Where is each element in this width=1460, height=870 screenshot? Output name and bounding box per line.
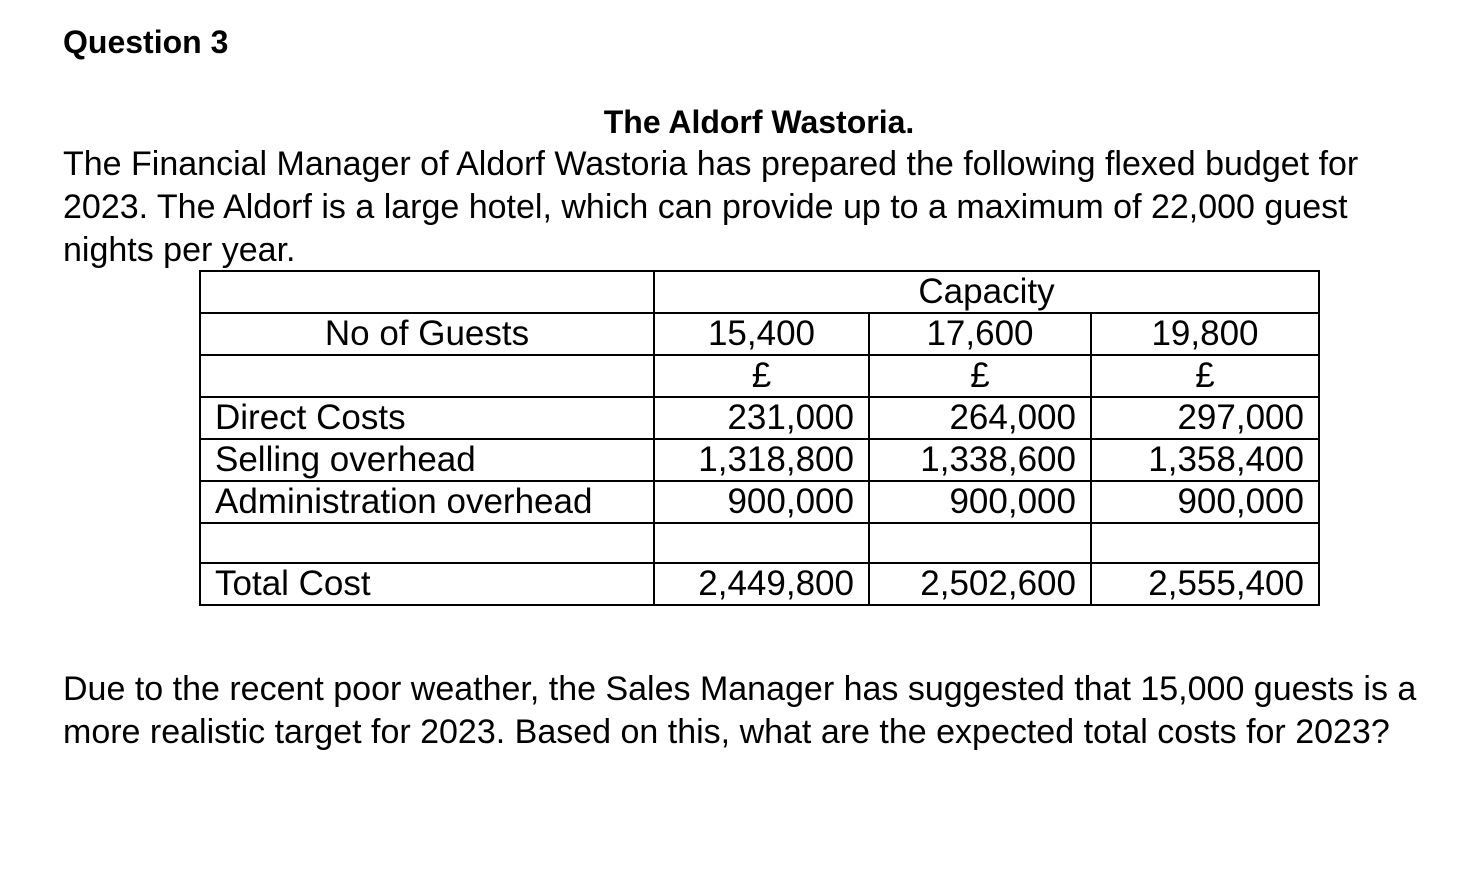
value-cell: 1,338,600 <box>869 439 1091 481</box>
guest-levels-row <box>200 313 1319 355</box>
currency-cell: £ <box>1091 355 1319 397</box>
currency-row <box>200 355 1319 397</box>
value-cell: 1,358,400 <box>1091 439 1319 481</box>
row-label: Direct Costs <box>200 397 654 439</box>
empty-cell <box>200 355 654 397</box>
value-cell: 1,318,800 <box>654 439 869 481</box>
closing-question: Due to the recent poor weather, the Sales Manager has suggested that 15,000 guests is a more realistic target for 2023. Based on this, what are the expected total costs for 2023? <box>63 670 1417 751</box>
total-value: 2,502,600 <box>869 563 1091 605</box>
guest-level-cell: 19,800 <box>1091 313 1319 355</box>
total-row <box>200 563 1319 605</box>
row-label: Selling overhead <box>200 439 654 481</box>
empty-cell <box>654 523 869 563</box>
row-label: Administration overhead <box>200 481 654 523</box>
value-cell: 231,000 <box>654 397 869 439</box>
total-value: 2,555,400 <box>1091 563 1319 605</box>
guests-label: No of Guests <box>200 313 654 355</box>
currency-cell: £ <box>869 355 1091 397</box>
guest-level-cell: 17,600 <box>869 313 1091 355</box>
question-heading: Question 3 <box>63 24 229 60</box>
guest-level-cell: 15,400 <box>654 313 869 355</box>
table-row <box>200 397 1319 439</box>
empty-cell <box>200 523 654 563</box>
case-title: The Aldorf Wastoria. <box>603 104 915 140</box>
total-value: 2,449,800 <box>654 563 869 605</box>
table-row <box>200 439 1319 481</box>
empty-cell <box>1091 523 1319 563</box>
table-row <box>200 481 1319 523</box>
capacity-header-row <box>200 271 1319 313</box>
empty-cell <box>869 523 1091 563</box>
intro-paragraph: The Financial Manager of Aldorf Wastoria has prepared the following flexed budget for 2023. The Aldorf is a large hotel, which can provide up to a maximum of 22,000 guest nights per year. <box>63 145 1359 269</box>
value-cell: 900,000 <box>1091 481 1319 523</box>
currency-cell: £ <box>654 355 869 397</box>
flexed-budget-table <box>199 270 1320 606</box>
blank-row <box>200 523 1319 563</box>
empty-cell <box>200 271 654 313</box>
value-cell: 264,000 <box>869 397 1091 439</box>
value-cell: 297,000 <box>1091 397 1319 439</box>
capacity-header: Capacity <box>654 271 1319 313</box>
value-cell: 900,000 <box>654 481 869 523</box>
value-cell: 900,000 <box>869 481 1091 523</box>
total-label: Total Cost <box>200 563 654 605</box>
